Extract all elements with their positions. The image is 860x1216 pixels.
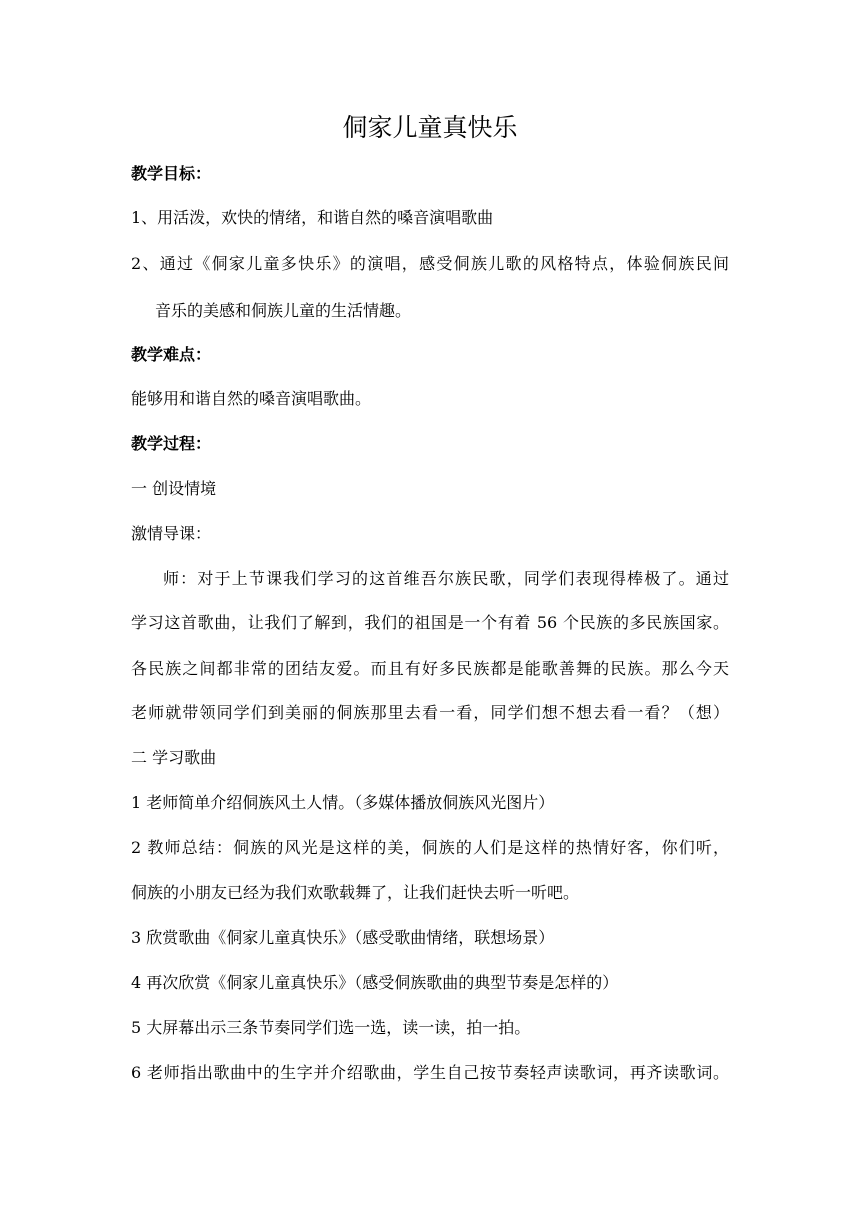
goal-item-1: 1、用活泼，欢快的情绪，和谐自然的嗓音演唱歌曲	[131, 208, 494, 227]
goal-item-2-continued: 音乐的美感和侗族儿童的生活情趣。	[155, 301, 412, 320]
step-item-2: 2 教师总结：侗族的风光是这样的美，侗族的人们是这样的热情好客，你们听，	[131, 838, 729, 857]
document-title: 侗家儿童真快乐	[342, 113, 518, 142]
step-item-6: 6 老师指出歌曲中的生字并介绍歌曲，学生自己按节奏轻声读歌词，再齐读歌词。	[131, 1063, 729, 1082]
step-item-3: 3 欣赏歌曲《侗家儿童真快乐》（感受歌曲情绪，联想场景）	[131, 928, 555, 947]
paragraph-line: 学习这首歌曲，让我们了解到，我们的祖国是一个有着 56 个民族的多民族国家。	[131, 613, 729, 632]
section-two-heading: 二 学习歌曲	[131, 748, 217, 767]
goal-item-2: 2、通过《侗家儿童多快乐》的演唱，感受侗族儿歌的风格特点，体验侗族民间	[131, 254, 729, 273]
difficulty-text: 能够用和谐自然的嗓音演唱歌曲。	[131, 389, 372, 408]
heading-teaching-difficulty: 教学难点：	[131, 345, 212, 364]
step-item-2-continued: 侗族的小朋友已经为我们欢歌载舞了，让我们赶快去听一听吧。	[131, 883, 580, 902]
step-item-1: 1 老师简单介绍侗族风土人情。（多媒体播放侗族风光图片）	[131, 793, 555, 812]
heading-teaching-goals: 教学目标：	[131, 164, 212, 183]
step-item-5: 5 大屏幕出示三条节奏同学们选一选，读一读，拍一拍。	[131, 1018, 531, 1037]
paragraph-line: 师：对于上节课我们学习的这首维吾尔族民歌，同学们表现得棒极了。通过	[163, 569, 729, 588]
step-item-4: 4 再次欣赏《侗家儿童真快乐》（感受侗族歌曲的典型节奏是怎样的）	[131, 973, 619, 992]
paragraph-line: 老师就带领同学们到美丽的侗族那里去看一看，同学们想不想去看一看？（想）	[131, 703, 729, 722]
intro-label: 激情导课：	[131, 524, 212, 543]
heading-teaching-process: 教学过程：	[131, 434, 212, 453]
section-one-heading: 一 创设情境	[131, 479, 217, 498]
paragraph-line: 各民族之间都非常的团结友爱。而且有好多民族都是能歌善舞的民族。那么今天	[131, 659, 729, 678]
